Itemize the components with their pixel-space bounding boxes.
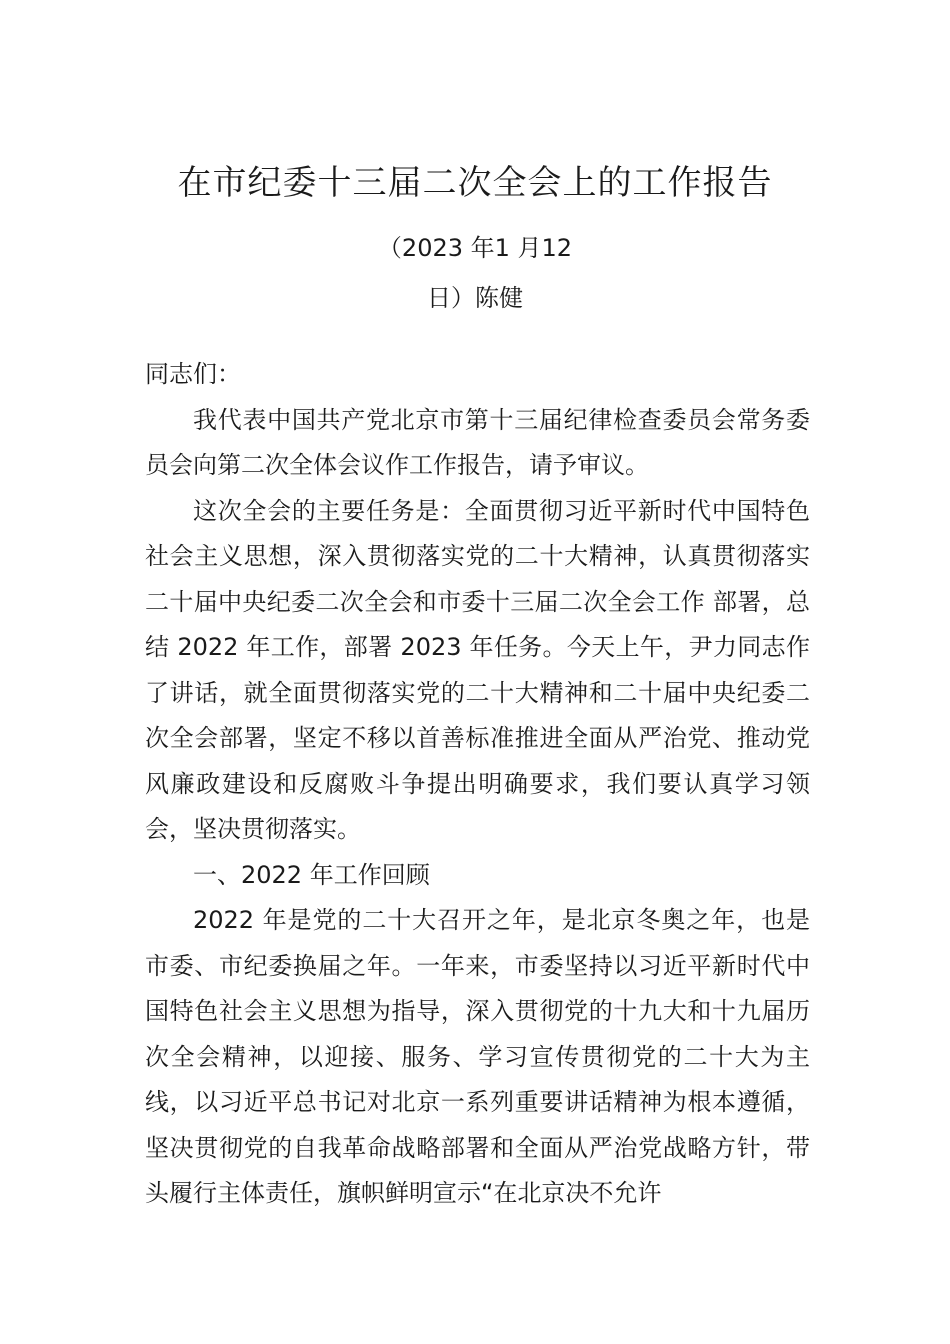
paragraph: 我代表中国共产党北京市第十三届纪律检查委员会常务委员会向第二次全体会议作工作报告，请予审议。 [145,405,810,479]
section-heading: 一、2022 年工作回顾 [193,860,430,889]
date-line-1: （2023 年1 月12 [377,234,573,262]
document-body [145,352,810,1217]
paragraph: 这次全会的主要任务是：全面贯彻习近平新时代中国特色社会主义思想，深入贯彻落实党的二十大精神，认真贯彻落实二十届中央纪委二次全会和市委十三届二次全会工作 部署，总结 2022 年工作，部署 2023 年任务。今天上午，尹力同志作了讲话，就全面贯彻落实党的二十大精神和二十届中央纪委二次全会部署，坚定不移以首善标准推进全面从严治党、推动党风廉政建设和反腐败斗争提出明确要求，我们要认真学习领会，坚决贯彻落实。 [145,496,810,843]
date-line-2: 日）陈健 [427,284,523,312]
salutation: 同志们： [145,360,241,388]
document-title: 在市纪委十三届二次全会上的工作报告 [177,163,773,203]
paragraph: 2022 年是党的二十大召开之年，是北京冬奥之年，也是市委、市纪委换届之年。一年来，市委坚持以习近平新时代中国特色社会主义思想为指导，深入贯彻党的十九大和十九届历次全会精神，以迎接、服务、学习宣传贯彻党的二十大为主线，以习近平总书记对北京一系列重要讲话精神为根本遵循，坚决贯彻党的自我革命战略部署和全面从严治党战略方针，带头履行主体责任，旗帜鲜明宣示“在北京决不允许 [145,906,810,1207]
